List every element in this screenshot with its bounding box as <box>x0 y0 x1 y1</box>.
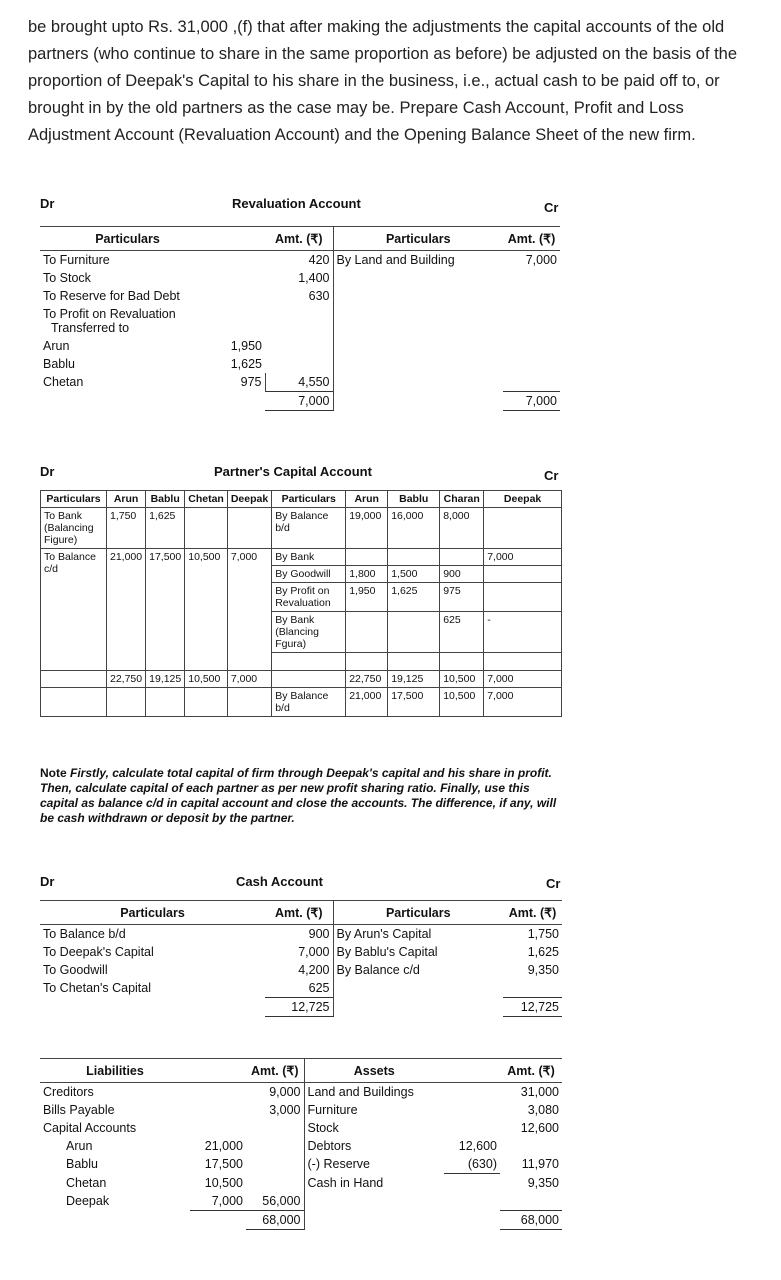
ledger-item: Bills Payable <box>43 1103 115 1117</box>
ledger-item: To Chetan's Capital <box>43 981 152 995</box>
amount: (630) <box>444 1155 500 1174</box>
amount: 1,625 <box>230 357 262 371</box>
ledger-item: Chetan <box>43 375 84 389</box>
col-header: Liabilities <box>40 1059 190 1083</box>
amount: 9,350 <box>527 1175 559 1190</box>
ledger-item: To Balance b/d <box>43 927 126 941</box>
ledger-item: To Reserve for Bad Debt <box>43 289 180 303</box>
col-header: Deepak <box>227 491 271 508</box>
cell: 625 <box>440 612 484 653</box>
cell: 1,800 <box>346 566 388 583</box>
reval-title: Revaluation Account <box>232 196 361 211</box>
cell: 17,500 <box>146 549 185 671</box>
col-header: Particulars <box>40 901 265 925</box>
balance-sheet <box>40 1058 562 1230</box>
ledger-item: To Stock <box>43 271 91 285</box>
ledger-item: To Balance c/d <box>41 549 107 671</box>
cell: 10,500 <box>185 549 228 671</box>
ledger-item: By Bablu's Capital <box>336 945 438 959</box>
ledger-item: Arun <box>43 339 70 353</box>
ledger-item: (-) Reserve <box>307 1157 371 1171</box>
cell: 1,950 <box>346 583 388 612</box>
cell: - <box>484 612 562 653</box>
amount: 7,000 <box>190 1192 246 1211</box>
ledger-item: Creditors <box>43 1085 94 1099</box>
col-header: Arun <box>346 491 388 508</box>
ledger-item: Bablu <box>43 357 75 371</box>
intro-paragraph: be brought upto Rs. 31,000 ,(f) that after making the adjustments the capital accounts of the old partners (who continue to share in the same proportion as before) be adjusted on the basis of the proportion of Deepak's Capital to his share in the business, i.e., actual cash to be paid off to, or brought in by the old partners as the case may be. Prepare Cash Account, Profit and Loss Adjustment Account (Revaluation Account) and the Opening Balance Sheet of the new firm. <box>28 18 738 144</box>
reval-cr: Cr <box>544 200 559 215</box>
amount: 630 <box>265 287 333 305</box>
amount: 56,000 <box>246 1192 304 1211</box>
total: 12,725 <box>265 998 333 1017</box>
ledger-item: By Balance b/d <box>272 688 346 717</box>
amount: 9,350 <box>527 963 559 977</box>
amount: 975 <box>215 373 265 392</box>
ledger-item: Bablu <box>66 1157 98 1171</box>
ledger-item: Deepak <box>66 1193 110 1208</box>
amount: 4,200 <box>265 961 333 979</box>
cell: 7,000 <box>484 549 562 566</box>
ledger-item: By Bank (Blancing Fgura) <box>272 612 346 653</box>
cash-title: Cash Account <box>236 874 323 889</box>
cell: 19,000 <box>346 508 388 549</box>
cell: 1,625 <box>146 508 185 549</box>
amount: 625 <box>265 979 333 998</box>
cell: 8,000 <box>440 508 484 549</box>
total: 10,500 <box>185 671 228 688</box>
amount: 11,970 <box>521 1157 559 1171</box>
ledger-item: By Goodwill <box>272 566 346 583</box>
cell: 1,500 <box>388 566 440 583</box>
amount: 1,750 <box>527 927 559 941</box>
amount: 1,950 <box>230 339 262 353</box>
ledger-item: Furniture <box>307 1103 358 1117</box>
col-header: Particulars <box>40 227 215 251</box>
cell: 10,500 <box>440 688 484 717</box>
amount: 12,600 <box>458 1139 497 1153</box>
ledger-item: To Profit on Revaluation Transferred to <box>43 307 176 335</box>
col-header: Bablu <box>146 491 185 508</box>
ledger-item: Arun <box>66 1139 93 1153</box>
ledger-item: Cash in Hand <box>307 1175 384 1190</box>
cell: 16,000 <box>388 508 440 549</box>
total: 12,725 <box>503 998 562 1017</box>
amount: 4,550 <box>265 373 333 392</box>
total: 19,125 <box>146 671 185 688</box>
partners-capital-account <box>40 490 562 717</box>
pca-title: Partner's Capital Account <box>214 464 372 479</box>
cell: 1,625 <box>388 583 440 612</box>
amount: 10,500 <box>204 1175 243 1190</box>
cell: 7,000 <box>484 688 562 717</box>
col-header: Arun <box>107 491 146 508</box>
ledger-item: Capital Accounts <box>43 1121 137 1135</box>
col-header: Amt. (₹) <box>503 901 562 925</box>
amount: 17,500 <box>204 1157 243 1171</box>
ledger-item: Debtors <box>307 1139 352 1153</box>
ledger-item: Stock <box>307 1121 339 1135</box>
amount: 21,000 <box>204 1139 243 1153</box>
col-header: Chetan <box>185 491 228 508</box>
pca-dr: Dr <box>40 464 55 479</box>
ledger-item: By Balance b/d <box>272 508 346 549</box>
amount: 31,000 <box>520 1085 559 1099</box>
ledger-item: By Bank <box>272 549 346 566</box>
col-header: Deepak <box>484 491 562 508</box>
col-header: Amt. (₹) <box>265 901 333 925</box>
total: 7,000 <box>265 392 333 411</box>
note <box>40 766 565 826</box>
col-header: Particulars <box>333 901 503 925</box>
total: 68,000 <box>246 1210 304 1229</box>
col-header: Charan <box>440 491 484 508</box>
reval-dr: Dr <box>40 196 55 211</box>
table-row <box>41 549 562 566</box>
ledger-item: To Goodwill <box>43 963 108 977</box>
amount: 420 <box>265 251 333 270</box>
total: 19,125 <box>388 671 440 688</box>
cell: 7,000 <box>227 549 271 671</box>
total: 7,000 <box>227 671 271 688</box>
note-text: Firstly, calculate total capital of firm through Deepak's capital and his share in profit. Then, calculate capital of each partner as per new profit sharing ratio. Finally, use this capital as balance c/d in capital account and close the accounts. The difference, if any, will be cash withdrawn or deposit by the partner. <box>40 766 557 825</box>
amount: 7,000 <box>265 943 333 961</box>
total: 7,000 <box>503 392 560 411</box>
ledger-item: To Deepak's Capital <box>43 945 154 959</box>
amount: 9,000 <box>246 1083 304 1102</box>
pca-cr: Cr <box>544 468 559 483</box>
amount: 12,600 <box>520 1121 559 1135</box>
col-header: Assets <box>304 1059 444 1083</box>
ledger-item: Chetan <box>66 1175 107 1190</box>
cell: 975 <box>440 583 484 612</box>
total: 22,750 <box>346 671 388 688</box>
total: 7,000 <box>484 671 562 688</box>
table-row <box>41 688 562 717</box>
ledger-item: By Balance c/d <box>336 963 420 977</box>
cash-account <box>40 900 562 1017</box>
amount: 7,000 <box>525 253 557 267</box>
ledger-item: By Profit on Revaluation <box>272 583 346 612</box>
ledger-item: To Furniture <box>43 253 110 267</box>
cash-cr: Cr <box>546 876 561 891</box>
table-row <box>41 671 562 688</box>
revaluation-account <box>40 226 560 411</box>
amount: 1,400 <box>265 269 333 287</box>
amount: 900 <box>265 925 333 944</box>
col-header: Amt. (₹) <box>265 227 333 251</box>
amount: 3,080 <box>527 1103 559 1117</box>
col-header: Amt. (₹) <box>246 1059 304 1083</box>
ledger-item: Land and Buildings <box>307 1085 414 1099</box>
col-header: Particulars <box>333 227 503 251</box>
cell: 900 <box>440 566 484 583</box>
col-header: Amt. (₹) <box>503 227 560 251</box>
cell: 21,000 <box>107 549 146 671</box>
ledger-item: By Arun's Capital <box>336 927 432 941</box>
col-header: Amt. (₹) <box>500 1059 562 1083</box>
cash-dr: Dr <box>40 874 55 889</box>
cell: 1,750 <box>107 508 146 549</box>
col-header: Particulars <box>272 491 346 508</box>
table-row <box>41 508 562 549</box>
total: 68,000 <box>500 1210 562 1229</box>
total: 10,500 <box>440 671 484 688</box>
col-header: Bablu <box>388 491 440 508</box>
ledger-item: To Bank (Balancing Figure) <box>41 508 107 549</box>
total: 22,750 <box>107 671 146 688</box>
amount: 1,625 <box>527 945 559 959</box>
ledger-item: By Land and Building <box>336 253 455 267</box>
amount: 3,000 <box>246 1101 304 1119</box>
col-header: Particulars <box>41 491 107 508</box>
note-label: Note <box>40 766 67 780</box>
cell: 17,500 <box>388 688 440 717</box>
cell: 21,000 <box>346 688 388 717</box>
